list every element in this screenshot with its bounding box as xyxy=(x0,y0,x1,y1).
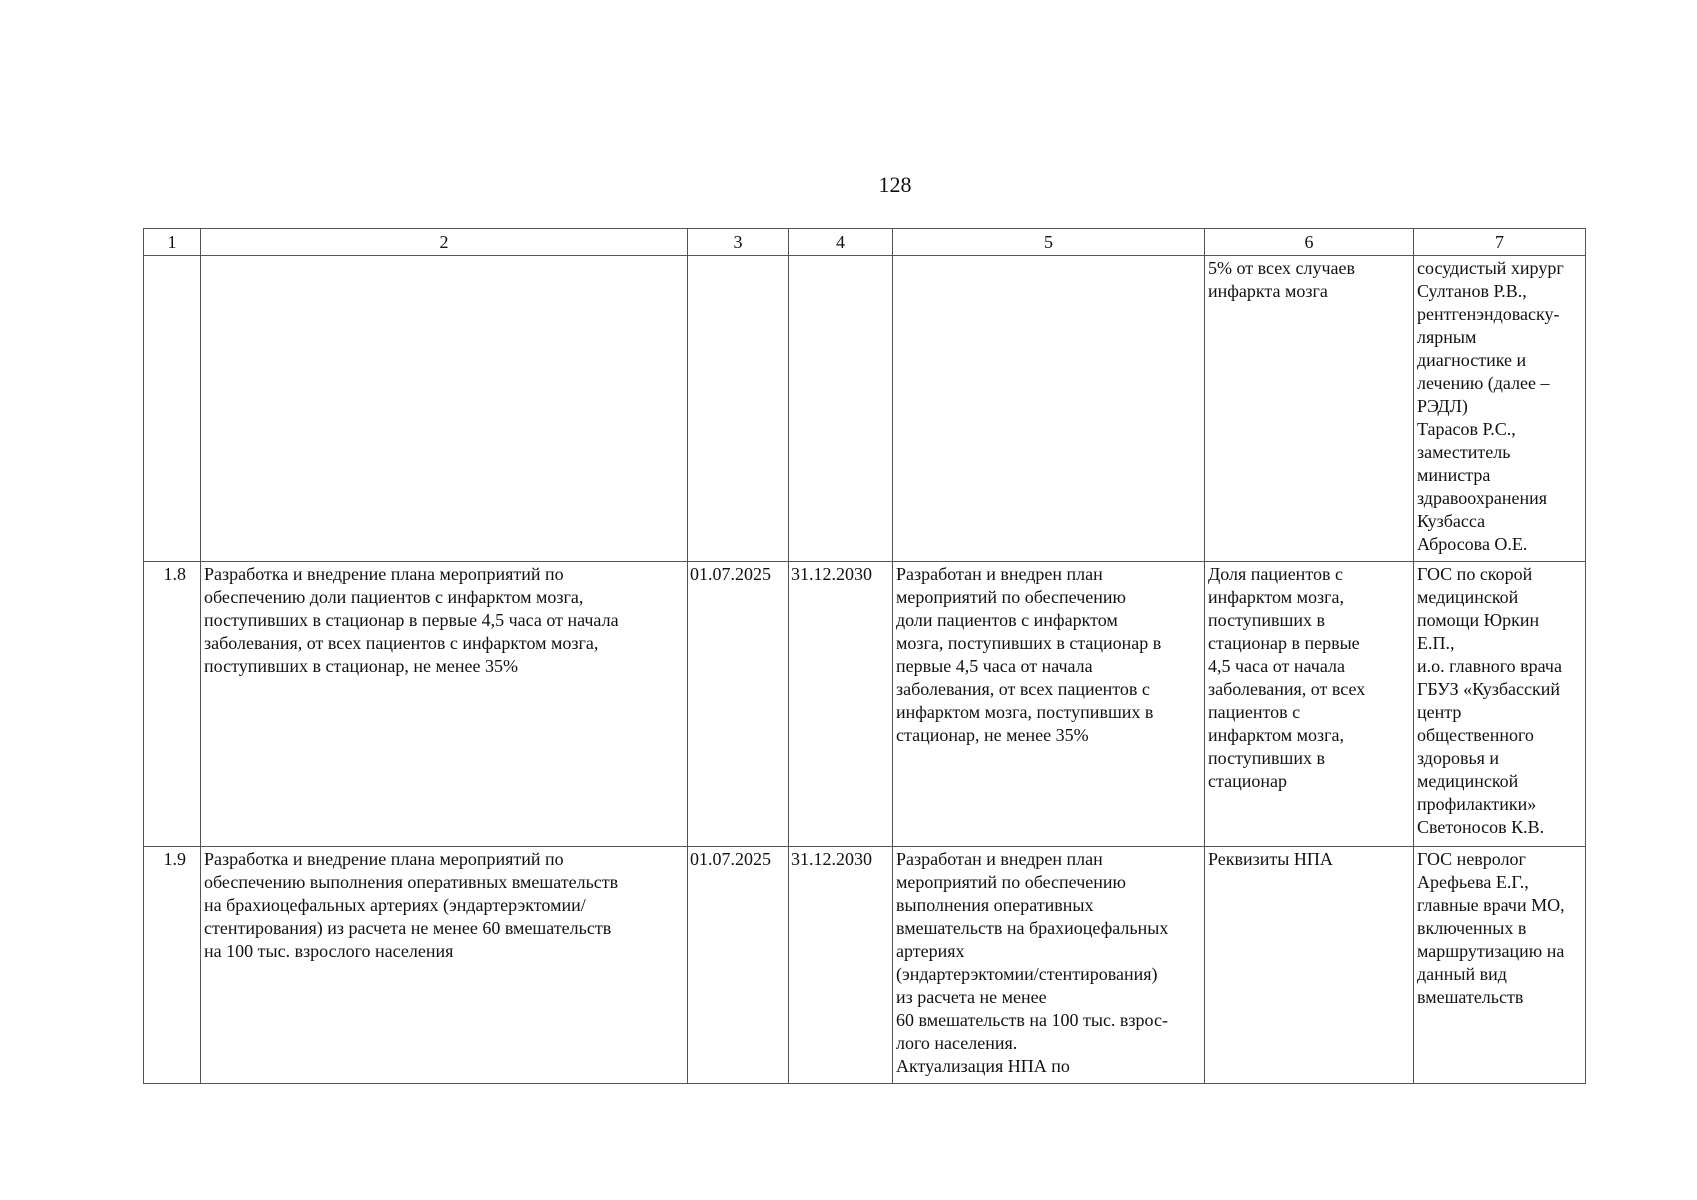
page-number: 128 xyxy=(878,172,912,197)
end-date-cell xyxy=(789,256,893,562)
end-date-cell: 31.12.2030 xyxy=(789,562,893,847)
header-col-4: 4 xyxy=(789,229,893,256)
plan-table xyxy=(143,228,1586,1084)
header-col-1: 1 xyxy=(144,229,201,256)
result-cell: Разработан и внедрен план мероприятий по обеспечению доли пациентов с инфарктом мозга, поступивших в стационар в первые 4,5 часа от начала заболевания, от всех пациентов с инфарктом мозга, поступивших в стационар, не менее 35% xyxy=(893,562,1205,847)
measure-cell xyxy=(201,256,688,562)
start-date-cell xyxy=(688,256,789,562)
header-col-6: 6 xyxy=(1205,229,1414,256)
header-col-2: 2 xyxy=(201,229,688,256)
table-row xyxy=(144,256,1586,562)
measure-cell: Разработка и внедрение плана мероприятий по обеспечению выполнения оперативных вмешательств на брахиоцефальных артериях (эндартерэктомии/ стентирования) из расчета не менее 60 вмешательств на 100 тыс. взрослого населения xyxy=(201,847,688,1084)
table-row xyxy=(144,562,1586,847)
indicator-cell: 5% от всех случаев инфаркта мозга xyxy=(1205,256,1414,562)
header-col-3: 3 xyxy=(688,229,789,256)
header-col-5: 5 xyxy=(893,229,1205,256)
responsible-cell: сосудистый хирург Султанов Р.В., рентгенэндоваску- лярным диагностике и лечению (далее – РЭДЛ) Тарасов Р.С., заместитель министра здравоохранения Кузбасса Абросова О.Е. xyxy=(1414,256,1586,562)
result-cell: Разработан и внедрен план мероприятий по обеспечению выполнения оперативных вмешательств на брахиоцефальных артериях (эндартерэктомии/стентирования) из расчета не менее 60 вмешательств на 100 тыс. взрос- лого населения. Актуализация НПА по xyxy=(893,847,1205,1084)
indicator-cell: Реквизиты НПА xyxy=(1205,847,1414,1084)
start-date-cell: 01.07.2025 xyxy=(688,847,789,1084)
end-date-cell: 31.12.2030 xyxy=(789,847,893,1084)
start-date-cell: 01.07.2025 xyxy=(688,562,789,847)
header-row xyxy=(144,229,1586,256)
result-cell xyxy=(893,256,1205,562)
header-col-7: 7 xyxy=(1414,229,1586,256)
row-number xyxy=(144,256,201,562)
responsible-cell: ГОС невролог Арефьева Е.Г., главные врачи МО, включенных в маршрутизацию на данный вид вмешательств xyxy=(1414,847,1586,1084)
responsible-cell: ГОС по скорой медицинской помощи Юркин Е.П., и.о. главного врача ГБУЗ «Кузбасский центр общественного здоровья и медицинской профилактики» Светоносов К.В. xyxy=(1414,562,1586,847)
row-number: 1.9 xyxy=(144,847,201,1084)
indicator-cell: Доля пациентов с инфарктом мозга, поступивших в стационар в первые 4,5 часа от начала заболевания, от всех пациентов с инфарктом мозга, поступивших в стационар xyxy=(1205,562,1414,847)
table-row xyxy=(144,847,1586,1084)
row-number: 1.8 xyxy=(144,562,201,847)
measure-cell: Разработка и внедрение плана мероприятий по обеспечению доли пациентов с инфарктом мозга, поступивших в стационар в первые 4,5 часа от начала заболевания, от всех пациентов с инфарктом мозга, поступивших в стационар, не менее 35% xyxy=(201,562,688,847)
